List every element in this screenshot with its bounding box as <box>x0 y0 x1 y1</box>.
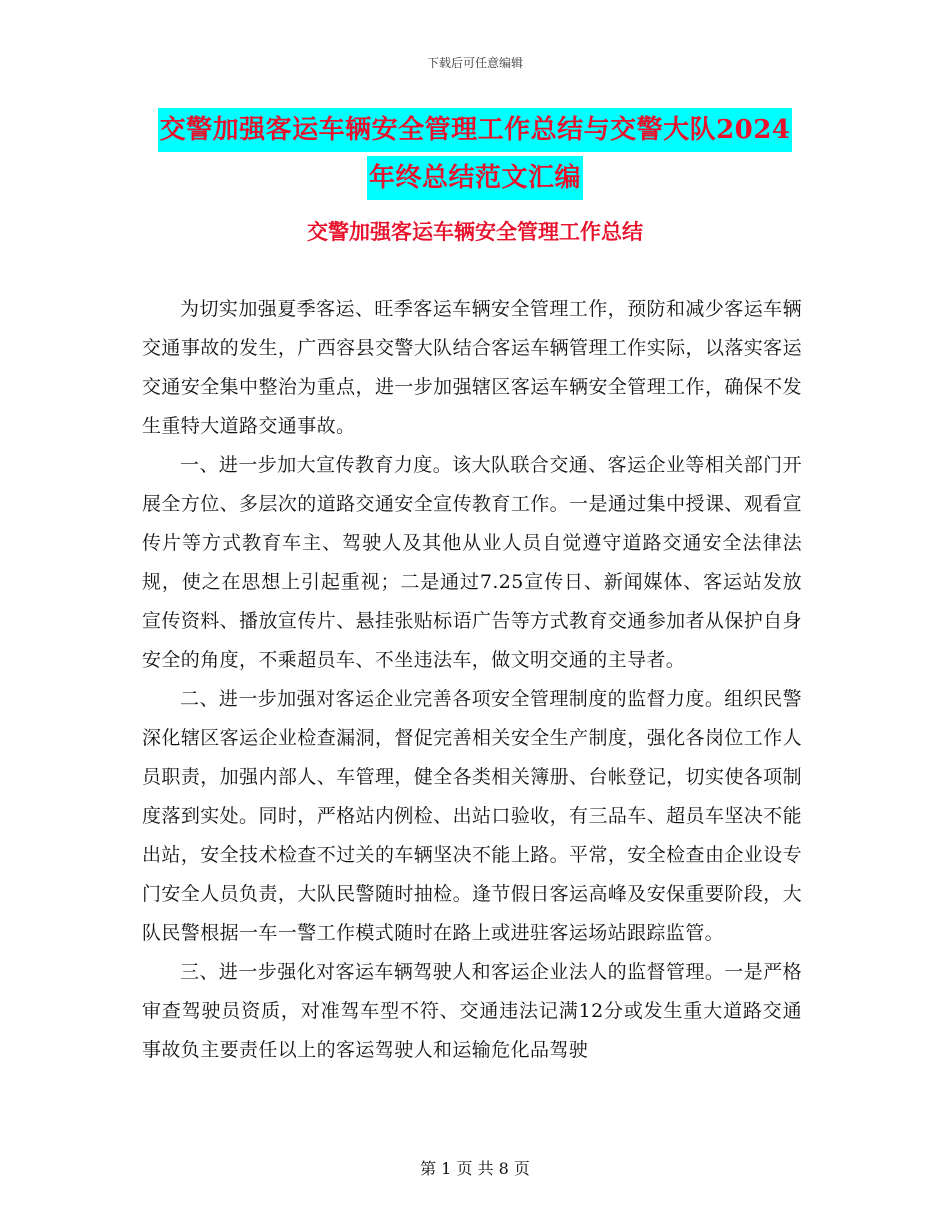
paragraph-2: 二、进一步加强对客运企业完善各项安全管理制度的监督力度。组织民警深化辖区客运企业检查漏洞，督促完善相关安全生产制度，强化各岗位工作人员职责，加强内部人、车管理，健全各类相关簿册、台帐登记，切实使各项制度落到实处。同时，严格站内例检、出站口验收，有三品车、超员车坚决不能出站，安全技术检查不过关的车辆坚决不能上路。平常，安全检查由企业设专门安全人员负责，大队民警随时抽检。逢节假日客运高峰及安保重要阶段，大队民警根据一车一警工作模式随时在路上或进驻客运场站跟踪监管。 <box>142 688 802 944</box>
document-title <box>120 108 830 204</box>
page-footer: 第 1 页 共 8 页 <box>420 1159 530 1178</box>
header-note: 下载后可任意编辑 <box>426 56 523 70</box>
body-text <box>142 290 802 1070</box>
title-line-2: 年终总结范文汇编 <box>367 156 583 200</box>
paragraph-intro: 为切实加强夏季客运、旺季客运车辆安全管理工作，预防和减少客运车辆交通事故的发生，广西容县交警大队结合客运车辆管理工作实际，以落实客运交通安全集中整治为重点，进一步加强辖区客运车辆安全管理工作，确保不发生重特大道路交通事故。 <box>142 298 802 437</box>
section-title: 交警加强客运车辆安全管理工作总结 <box>307 219 643 244</box>
paragraph-1: 一、进一步加大宣传教育力度。该大队联合交通、客运企业等相关部门开展全方位、多层次的道路交通安全宣传教育工作。一是通过集中授课、观看宣传片等方式教育车主、驾驶人及其他从业人员自觉遵守道路交通安全法律法规，使之在思想上引起重视；二是通过7.25宣传日、新闻媒体、客运站发放宣传资料、播放宣传片、悬挂张贴标语广告等方式教育交通参加者从保护自身安全的角度，不乘超员车、不坐违法车，做文明交通的主导者。 <box>142 454 802 671</box>
title-line-1: 交警加强客运车辆安全管理工作总结与交警大队2024 <box>158 108 793 152</box>
paragraph-3: 三、进一步强化对客运车辆驾驶人和客运企业法人的监督管理。一是严格审查驾驶员资质，对准驾车型不符、交通违法记满12分或发生重大道路交通事故负主要责任以上的客运驾驶人和运输危化品驾驶 <box>142 961 802 1061</box>
